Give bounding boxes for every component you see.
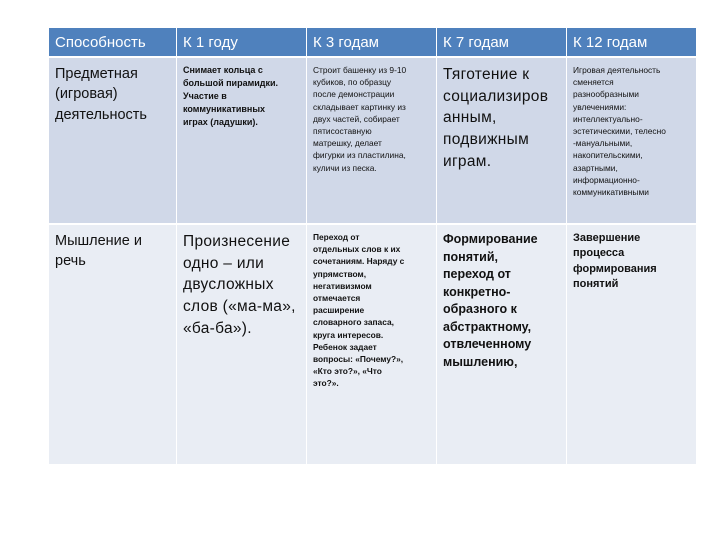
header-age-1-label: К 1 году <box>183 34 238 51</box>
row-activity-age-3 <box>307 58 437 225</box>
header-age-7 <box>437 28 567 58</box>
header-ability <box>49 28 177 58</box>
header-age-12 <box>567 28 696 58</box>
row-thinking-age-12 <box>567 225 696 466</box>
cell-thinking-age-3: Переход от отдельных слов к их сочетаниям. Наряду с упрямством, негативизмом отмечается расширение словарного запаса, круга интересов. Ребенок задает вопросы: «Почему?», «Кто это?», «Что это?». <box>313 232 405 389</box>
row-thinking-ability <box>49 225 177 466</box>
cell-thinking-ability: Мышление и речь <box>55 233 142 270</box>
cell-activity-ability: Предметная (игровая) деятельность <box>55 66 147 123</box>
header-age-7-label: К 7 годам <box>443 34 509 51</box>
row-thinking-age-1 <box>177 225 307 466</box>
row-activity-age-1 <box>177 58 307 225</box>
header-age-12-label: К 12 годам <box>573 34 648 51</box>
row-thinking-age-7 <box>437 225 567 466</box>
row-activity-ability <box>49 58 177 225</box>
header-ability-label: Способность <box>55 34 146 51</box>
cell-activity-age-3: Строит башенку из 9-10 кубиков, по образцу после демонстрации складывает картинку из двух частей, собирает пятисоставную матрешку, делает фигурки из пластилина, куличи из песка. <box>313 65 407 173</box>
cell-thinking-age-1: Произнесение одно – или двусложных слов («ма-ма», «ба-ба»). <box>183 233 296 337</box>
header-age-3 <box>307 28 437 58</box>
cell-activity-age-1: Снимает кольца с большой пирамидки. Участие в коммуникативных играх (ладушки). <box>183 65 279 128</box>
cell-thinking-age-12: Завершение процесса формирования понятий <box>573 232 657 291</box>
header-age-3-label: К 3 годам <box>313 34 379 51</box>
cell-thinking-age-7: Формирование понятий, переход от конкретно- образного к абстрактному, отвлеченному мышлению, <box>443 232 538 369</box>
cell-activity-age-12: Игровая деятельность сменяется разнообразными увлечениями: интеллектуально- эстетическими, телесно -мануальными, накопительскими, азартными, информационно- коммуникативными <box>573 65 666 197</box>
cell-activity-age-7: Тяготение к социализиров анным, подвижным играм. <box>443 66 549 170</box>
row-activity-age-12 <box>567 58 696 225</box>
abilities-table <box>49 28 696 466</box>
header-age-1 <box>177 28 307 58</box>
row-activity-age-7 <box>437 58 567 225</box>
row-thinking-age-3 <box>307 225 437 466</box>
